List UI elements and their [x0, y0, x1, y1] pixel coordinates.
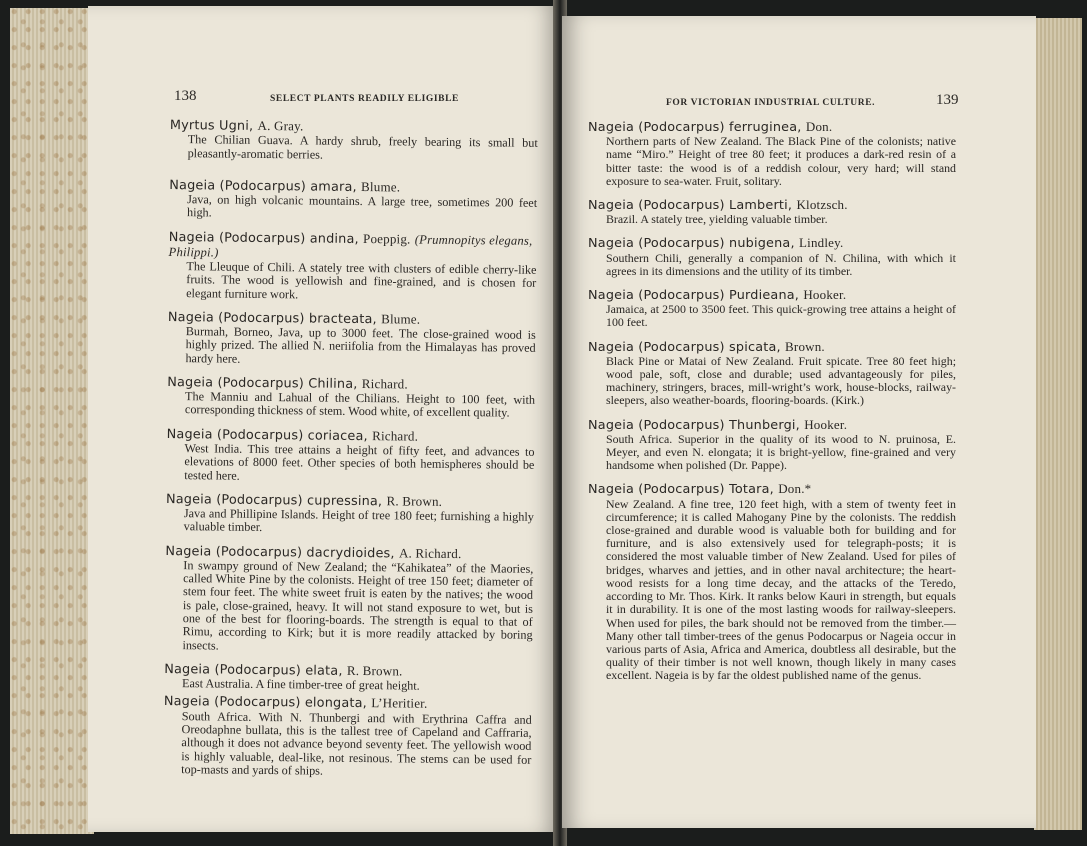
entry-heading: Nageia (Podocarpus) amara, Blume. [169, 177, 401, 195]
running-head: SELECT PLANTS READILY ELIGIBLE [270, 94, 459, 104]
left-page [88, 6, 558, 832]
entry [166, 492, 534, 538]
entry-text: New Zealand. A fine tree, 120 feet high, with a stem of twenty feet in circumference; it is called Mahogany Pine by the colonists. The reddish close-grained and durable wood is valuable both for building and for furniture, and is also extensively used for telegraph-posts; it is considered the most valuable timber of New Zealand. Used for piles of bridges, wharves and jetties, and in other naval architecture; the heart-wood resists for a long time decay, and the attacks of the Teredo, according to Mr. Thos. Kirk. It ranks below Kauri in strength, but equals it in durability. It is one of the most lasting woods for railway-sleepers. When used for piles, the bark should not be removed from the timber.—Many other tall timber-trees of the genus Podocarpus or Nageia occur in various parts of Asia, Africa and America, doubtless all desirable, but the quality of their timber is not well known, though likely in many cases excellent. Nageia is by far the oldest published name of the genus. [606, 496, 956, 683]
entry [588, 482, 956, 682]
entry-text: Southern Chili, generally a companion of N. Chilina, with which it agrees in its dimensions and the utility of its timber. [606, 250, 956, 278]
entry [588, 288, 956, 330]
entry [588, 236, 956, 278]
entry [588, 340, 956, 408]
entry [167, 375, 535, 421]
entry-text: The Lleuque of Chili. A stately tree with clusters of edible cherry-like fruits. The wood is yellowish and fine-grained, and is chosen for elegant furniture work. [186, 259, 537, 301]
entry-text: Burmah, Borneo, Java, up to 3000 feet. The close-grained wood is highly prized. The allied N. neriifolia from the Himalayas has proved hardy here. [185, 324, 536, 366]
right-page [562, 16, 1036, 828]
entry-heading: Nageia (Podocarpus) elata, R. Brown. [164, 661, 403, 679]
entry-text: The Manniu and Lahual of the Chilians. Height to 100 feet, with corresponding thickness of stem. Wood white, of excellent quality. [184, 389, 536, 421]
entry-column [163, 118, 538, 790]
entry-heading: Nageia (Podocarpus) spicata, Brown. [588, 338, 825, 355]
entry-text: Java, on high volcanic mountains. A large tree, sometimes 200 feet high. [186, 192, 538, 220]
entry-heading: Nageia (Podocarpus) dacrydioides, A. Richard. [165, 543, 462, 562]
entry-text: The Chilian Guava. A hardy shrub, freely bearing its small but pleasantly-aromatic berries. [187, 132, 538, 162]
entry-text: South Africa. Superior in the quality of its wood to N. pruinosa, E. Meyer, and even N. elongata; it is bright-yellow, fine-grained and very handsome when polished (Dr. Pappe). [606, 431, 956, 473]
entry-text: South Africa. With N. Thunbergi and with Erythrina Caffra and Oreodaphne bullata, this is the tallest tree of Capeland and Caffraria, although it does not advance beyond seventy feet. The yellowish wood is highly valuable, deal-like, not resinous. The stems can be used for top-masts and yards of ships. [181, 708, 532, 778]
entry-text: Brazil. A stately tree, yielding valuable timber. [606, 212, 828, 227]
entry-heading: Nageia (Podocarpus) nubigena, Lindley. [588, 235, 844, 252]
entry [166, 427, 535, 486]
entry-text: Northern parts of New Zealand. The Black Pine of the colonists; native name “Miro.” Height of tree 80 feet; it produces a dark-red resin of a bitter taste: the wood is of a reddish colour, very hard; will stand exposure to sea-water. Fruit, solitary. [606, 134, 956, 188]
book-page-edges-right [1034, 18, 1082, 830]
entry-heading: Nageia (Podocarpus) bracteata, Blume. [167, 309, 421, 328]
entry-text: Black Pine or Matai of New Zealand. Fruit spicate. Tree 80 feet high; wood pale, soft, close and durable; used advantageously for piles, machinery, stringers, braces, mill-wright’s work, house-blocks, railway-sleepers, also weather-boards, flooring-boards. (Kirk.) [606, 353, 956, 408]
page-number: 138 [174, 88, 197, 104]
entry-heading: Nageia (Podocarpus) cupressina, R. Brown. [165, 491, 443, 510]
entry-heading: Nageia (Podocarpus) elongata, L’Heritier. [163, 694, 428, 712]
entry [169, 178, 537, 224]
entry [588, 418, 956, 473]
entry-heading: Nageia (Podocarpus) Lamberti, Klotzsch. [588, 197, 848, 214]
entry-text: East Australia. A fine timber-tree of great height. [182, 676, 420, 693]
entry [164, 662, 532, 694]
book-page-edges-left [10, 8, 94, 834]
entry [588, 120, 956, 188]
entry [167, 310, 536, 369]
entry-heading: Nageia (Podocarpus) coriacea, Richard. [166, 426, 419, 444]
entry [164, 544, 533, 656]
entry-heading: Myrtus Ugni, A. Gray. [169, 117, 304, 134]
entry-text: Jamaica, at 2500 to 3500 feet. This quick-growing tree attains a height of 100 feet. [606, 302, 956, 330]
entry-heading: Nageia (Podocarpus) Totara, Don.* [588, 481, 812, 498]
entry [170, 118, 538, 164]
entry [588, 198, 956, 226]
entry-text: Java and Phillipine Islands. Height of tree 180 feet; furnishing a highly valuable timber. [183, 506, 534, 535]
entry-text: West India. This tree attains a height of fifty feet, and advances to elevations of 8000 feet. Other species of both hemispheres should be tested here. [184, 441, 535, 483]
running-head: FOR VICTORIAN INDUSTRIAL CULTURE. [666, 98, 876, 108]
entry-text: In swampy ground of New Zealand; the “Kahikatea” of the Maories, called White Pine by the colonists. Height of tree 150 feet; diameter of stem four feet. The white sweet fruit is eaten by the natives; the wood is pale, close-grained, heavy. It will not stand exposure to wet, but is one of the best for flooring-boards. The strength is equal to that of Rimu, according to Kirk; but it is more readily attacked by boring insects. [182, 558, 534, 653]
entry [168, 230, 537, 304]
entry-heading: Nageia (Podocarpus) Chilina, Richard. [167, 374, 408, 392]
entry-column [588, 120, 956, 693]
page-number: 139 [936, 92, 959, 108]
entry-heading: Nageia (Podocarpus) andina, Poeppig. (Prumnopitys elegans, Philippi.) [168, 229, 533, 260]
entry-heading: Nageia (Podocarpus) Thunbergi, Hooker. [588, 416, 848, 433]
entry-heading: Nageia (Podocarpus) ferruginea, Don. [588, 119, 833, 135]
entry [163, 694, 532, 780]
entry-heading: Nageia (Podocarpus) Purdieana, Hooker. [588, 287, 847, 304]
